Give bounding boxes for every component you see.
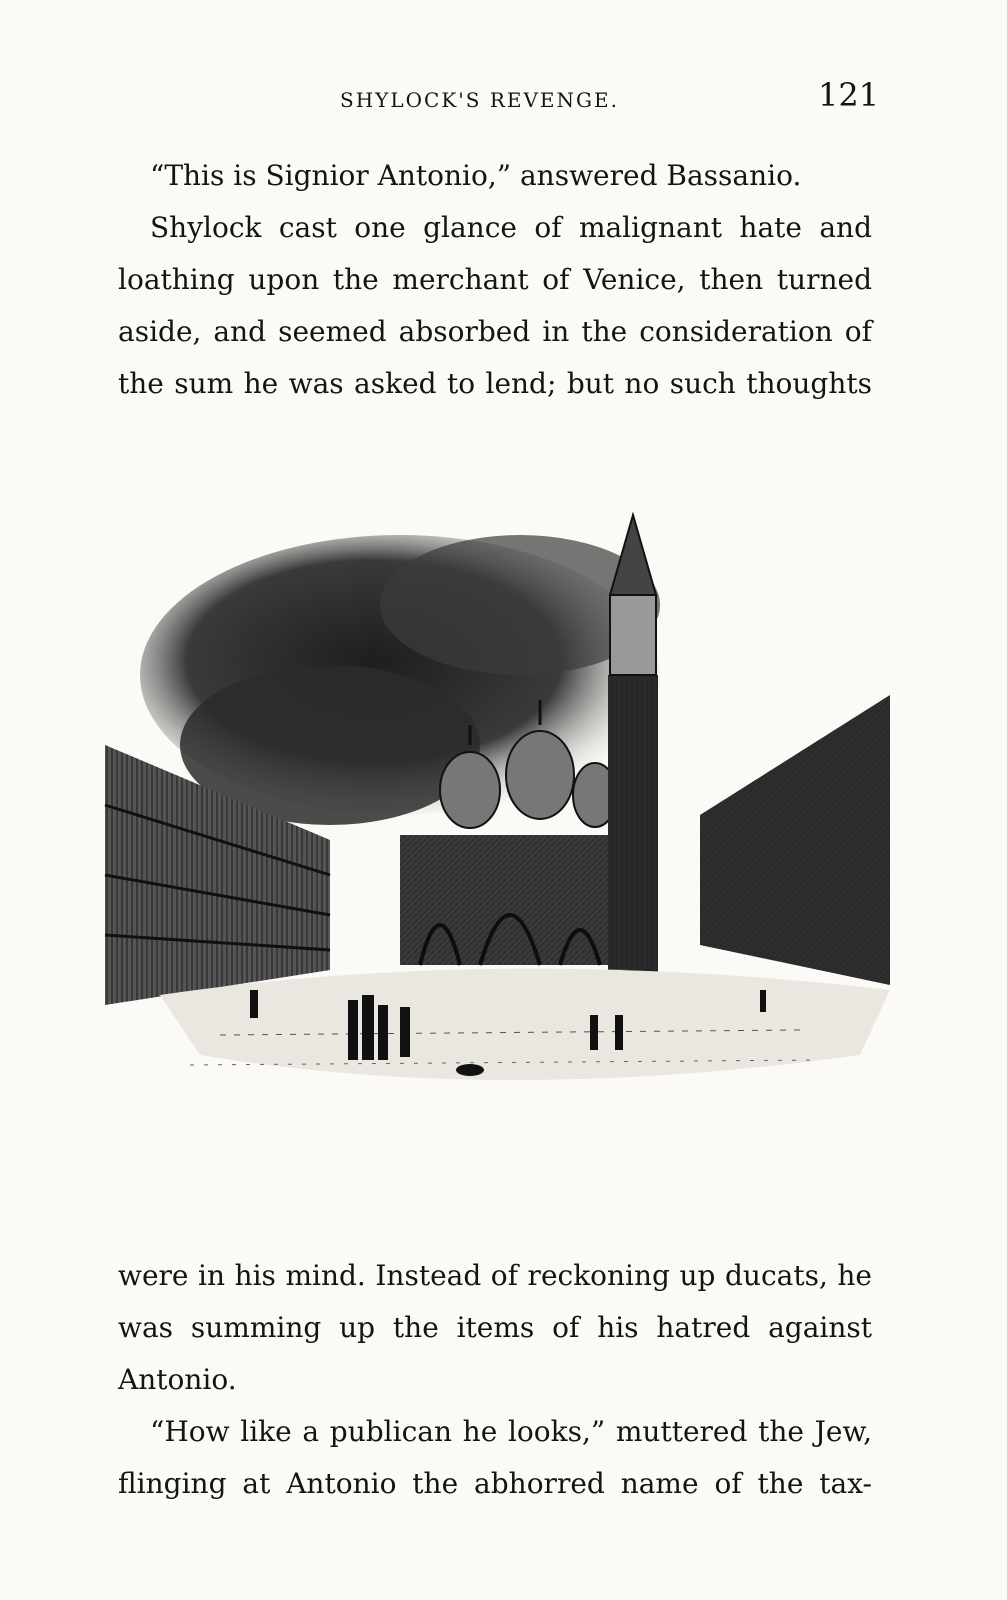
text-line: aside, and seemed absorbed in the consideration of: [118, 315, 872, 348]
piazza-ground: [160, 969, 890, 1080]
text-line: Shylock cast one glance of malignant hate and: [150, 211, 872, 244]
text-line: was summing up the items of his hatred against: [118, 1311, 872, 1344]
upper-paragraphs: [118, 150, 872, 410]
text-line: were in his mind. Instead of reckoning up ducats, he: [118, 1259, 872, 1292]
text-line: flinging at Antonio the abhorred name of the tax-: [118, 1467, 872, 1500]
engraving-illustration: [100, 445, 900, 1110]
campanile-tower: [608, 515, 658, 975]
running-head: SHYLOCK'S REVENGE.: [340, 88, 619, 112]
piazza-engraving: [100, 445, 900, 1110]
text-line: “How like a publican he looks,” muttered the Jew,: [150, 1415, 872, 1448]
text-line: “This is Signior Antonio,” answered Bassanio.: [150, 159, 802, 192]
lower-paragraphs: [118, 1250, 872, 1510]
page-number: 121: [818, 76, 880, 114]
text-line: the sum he was asked to lend; but no such thoughts: [118, 367, 872, 400]
text-line: Antonio.: [118, 1363, 237, 1396]
right-building: [700, 695, 890, 985]
text-line: loathing upon the merchant of Venice, then turned: [118, 263, 872, 296]
